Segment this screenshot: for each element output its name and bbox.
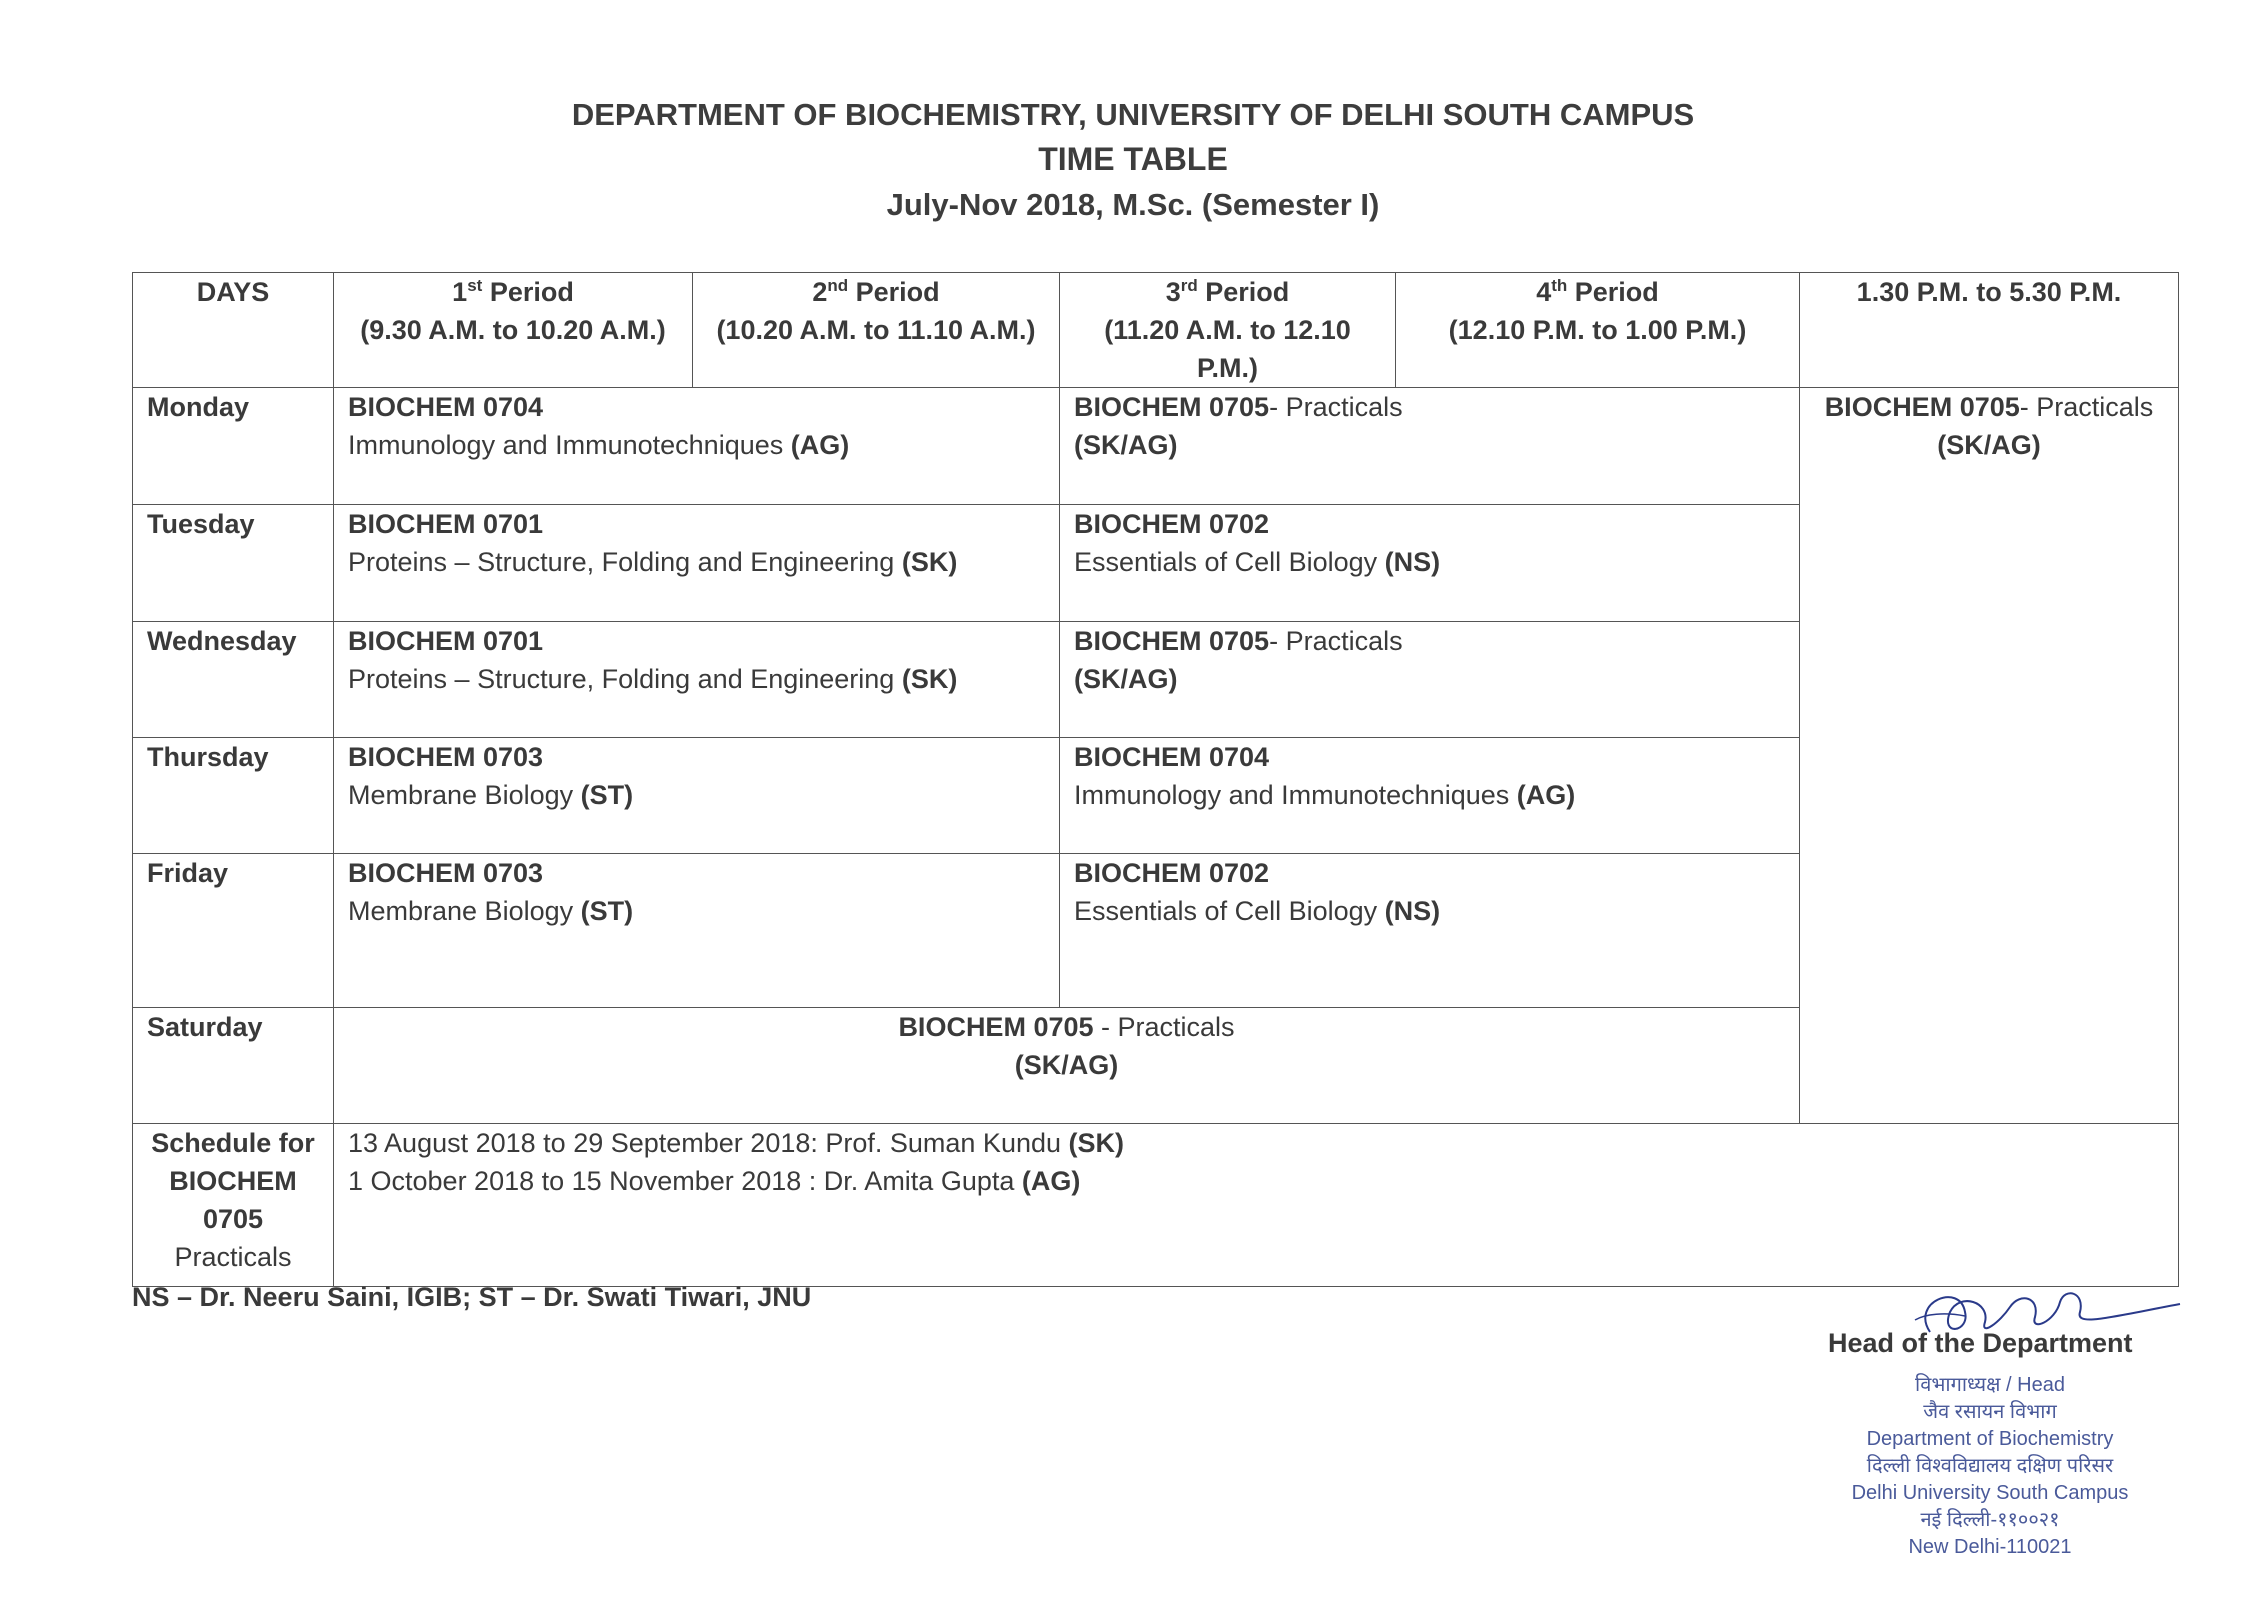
- tuesday-late-class: BIOCHEM 0702 Essentials of Cell Biology (NS): [1060, 505, 1800, 622]
- friday-morning-class: BIOCHEM 0703 Membrane Biology (ST): [334, 854, 1060, 1008]
- header-row: [133, 273, 2179, 388]
- stamp-line: दिल्ली विश्वविद्यालय दक्षिण परिसर: [1866, 1455, 2114, 1477]
- row-monday: [133, 388, 2179, 505]
- timetable: [132, 272, 2179, 1287]
- wednesday-morning-class: BIOCHEM 0701 Proteins – Structure, Folding and Engineering (SK): [334, 622, 1060, 738]
- schedule-label: Schedule for BIOCHEM 0705 Practicals: [133, 1124, 334, 1287]
- day-thursday: Thursday: [133, 738, 334, 854]
- period-3-header: 3rd Period (11.20 A.M. to 12.10 P.M.): [1060, 273, 1396, 388]
- day-monday: Monday: [133, 388, 334, 505]
- monday-late-class: BIOCHEM 0705- Practicals (SK/AG): [1060, 388, 1800, 505]
- period-1-header: 1st Period (9.30 A.M. to 10.20 A.M.): [334, 273, 693, 388]
- department-title: DEPARTMENT OF BIOCHEMISTRY, UNIVERSITY OF DELHI SOUTH CAMPUS: [571, 97, 1695, 132]
- stamp-line: जैव रसायन विभाग: [1923, 1401, 2057, 1423]
- department-stamp: [1830, 1372, 2150, 1561]
- friday-late-class: BIOCHEM 0702 Essentials of Cell Biology (NS): [1060, 854, 1800, 1008]
- timetable-title: TIME TABLE: [1038, 141, 1228, 177]
- tuesday-morning-class: BIOCHEM 0701 Proteins – Structure, Folding and Engineering (SK): [334, 505, 1060, 622]
- faculty-footnote: NS – Dr. Neeru Saini, IGIB; ST – Dr. Swati Tiwari, JNU: [132, 1282, 812, 1312]
- afternoon-practicals: BIOCHEM 0705- Practicals (SK/AG): [1800, 388, 2179, 1124]
- thursday-late-class: BIOCHEM 0704 Immunology and Immunotechniques (AG): [1060, 738, 1800, 854]
- stamp-line: Delhi University South Campus: [1851, 1482, 2129, 1504]
- stamp-line: नई दिल्ली-११००२१: [1920, 1509, 2060, 1531]
- semester-title: July-Nov 2018, M.Sc. (Semester I): [886, 187, 1380, 222]
- head-of-department: Head of the Department: [1828, 1328, 2133, 1358]
- day-friday: Friday: [133, 854, 334, 1008]
- row-schedule: [133, 1124, 2179, 1287]
- saturday-practicals: BIOCHEM 0705 - Practicals (SK/AG): [334, 1008, 1800, 1124]
- stamp-line: New Delhi-110021: [1908, 1536, 2072, 1558]
- monday-morning-class: BIOCHEM 0704 Immunology and Immunotechniques (AG): [334, 388, 1060, 505]
- days-header: DAYS: [133, 273, 334, 388]
- period-4-header: 4th Period (12.10 P.M. to 1.00 P.M.): [1396, 273, 1800, 388]
- day-tuesday: Tuesday: [133, 505, 334, 622]
- wednesday-late-class: BIOCHEM 0705- Practicals (SK/AG): [1060, 622, 1800, 738]
- stamp-line: विभागाध्यक्ष / Head: [1915, 1374, 2065, 1396]
- thursday-morning-class: BIOCHEM 0703 Membrane Biology (ST): [334, 738, 1060, 854]
- period-2-header: 2nd Period (10.20 A.M. to 11.10 A.M.): [693, 273, 1060, 388]
- day-saturday: Saturday: [133, 1008, 334, 1124]
- document-header: [0, 92, 2266, 227]
- afternoon-header: 1.30 P.M. to 5.30 P.M.: [1800, 273, 2179, 388]
- schedule-details: 13 August 2018 to 29 September 2018: Prof. Suman Kundu (SK) 1 October 2018 to 15 November 2018 : Dr. Amita Gupta (AG): [334, 1124, 2179, 1287]
- day-wednesday: Wednesday: [133, 622, 334, 738]
- stamp-line: Department of Biochemistry: [1866, 1428, 2114, 1450]
